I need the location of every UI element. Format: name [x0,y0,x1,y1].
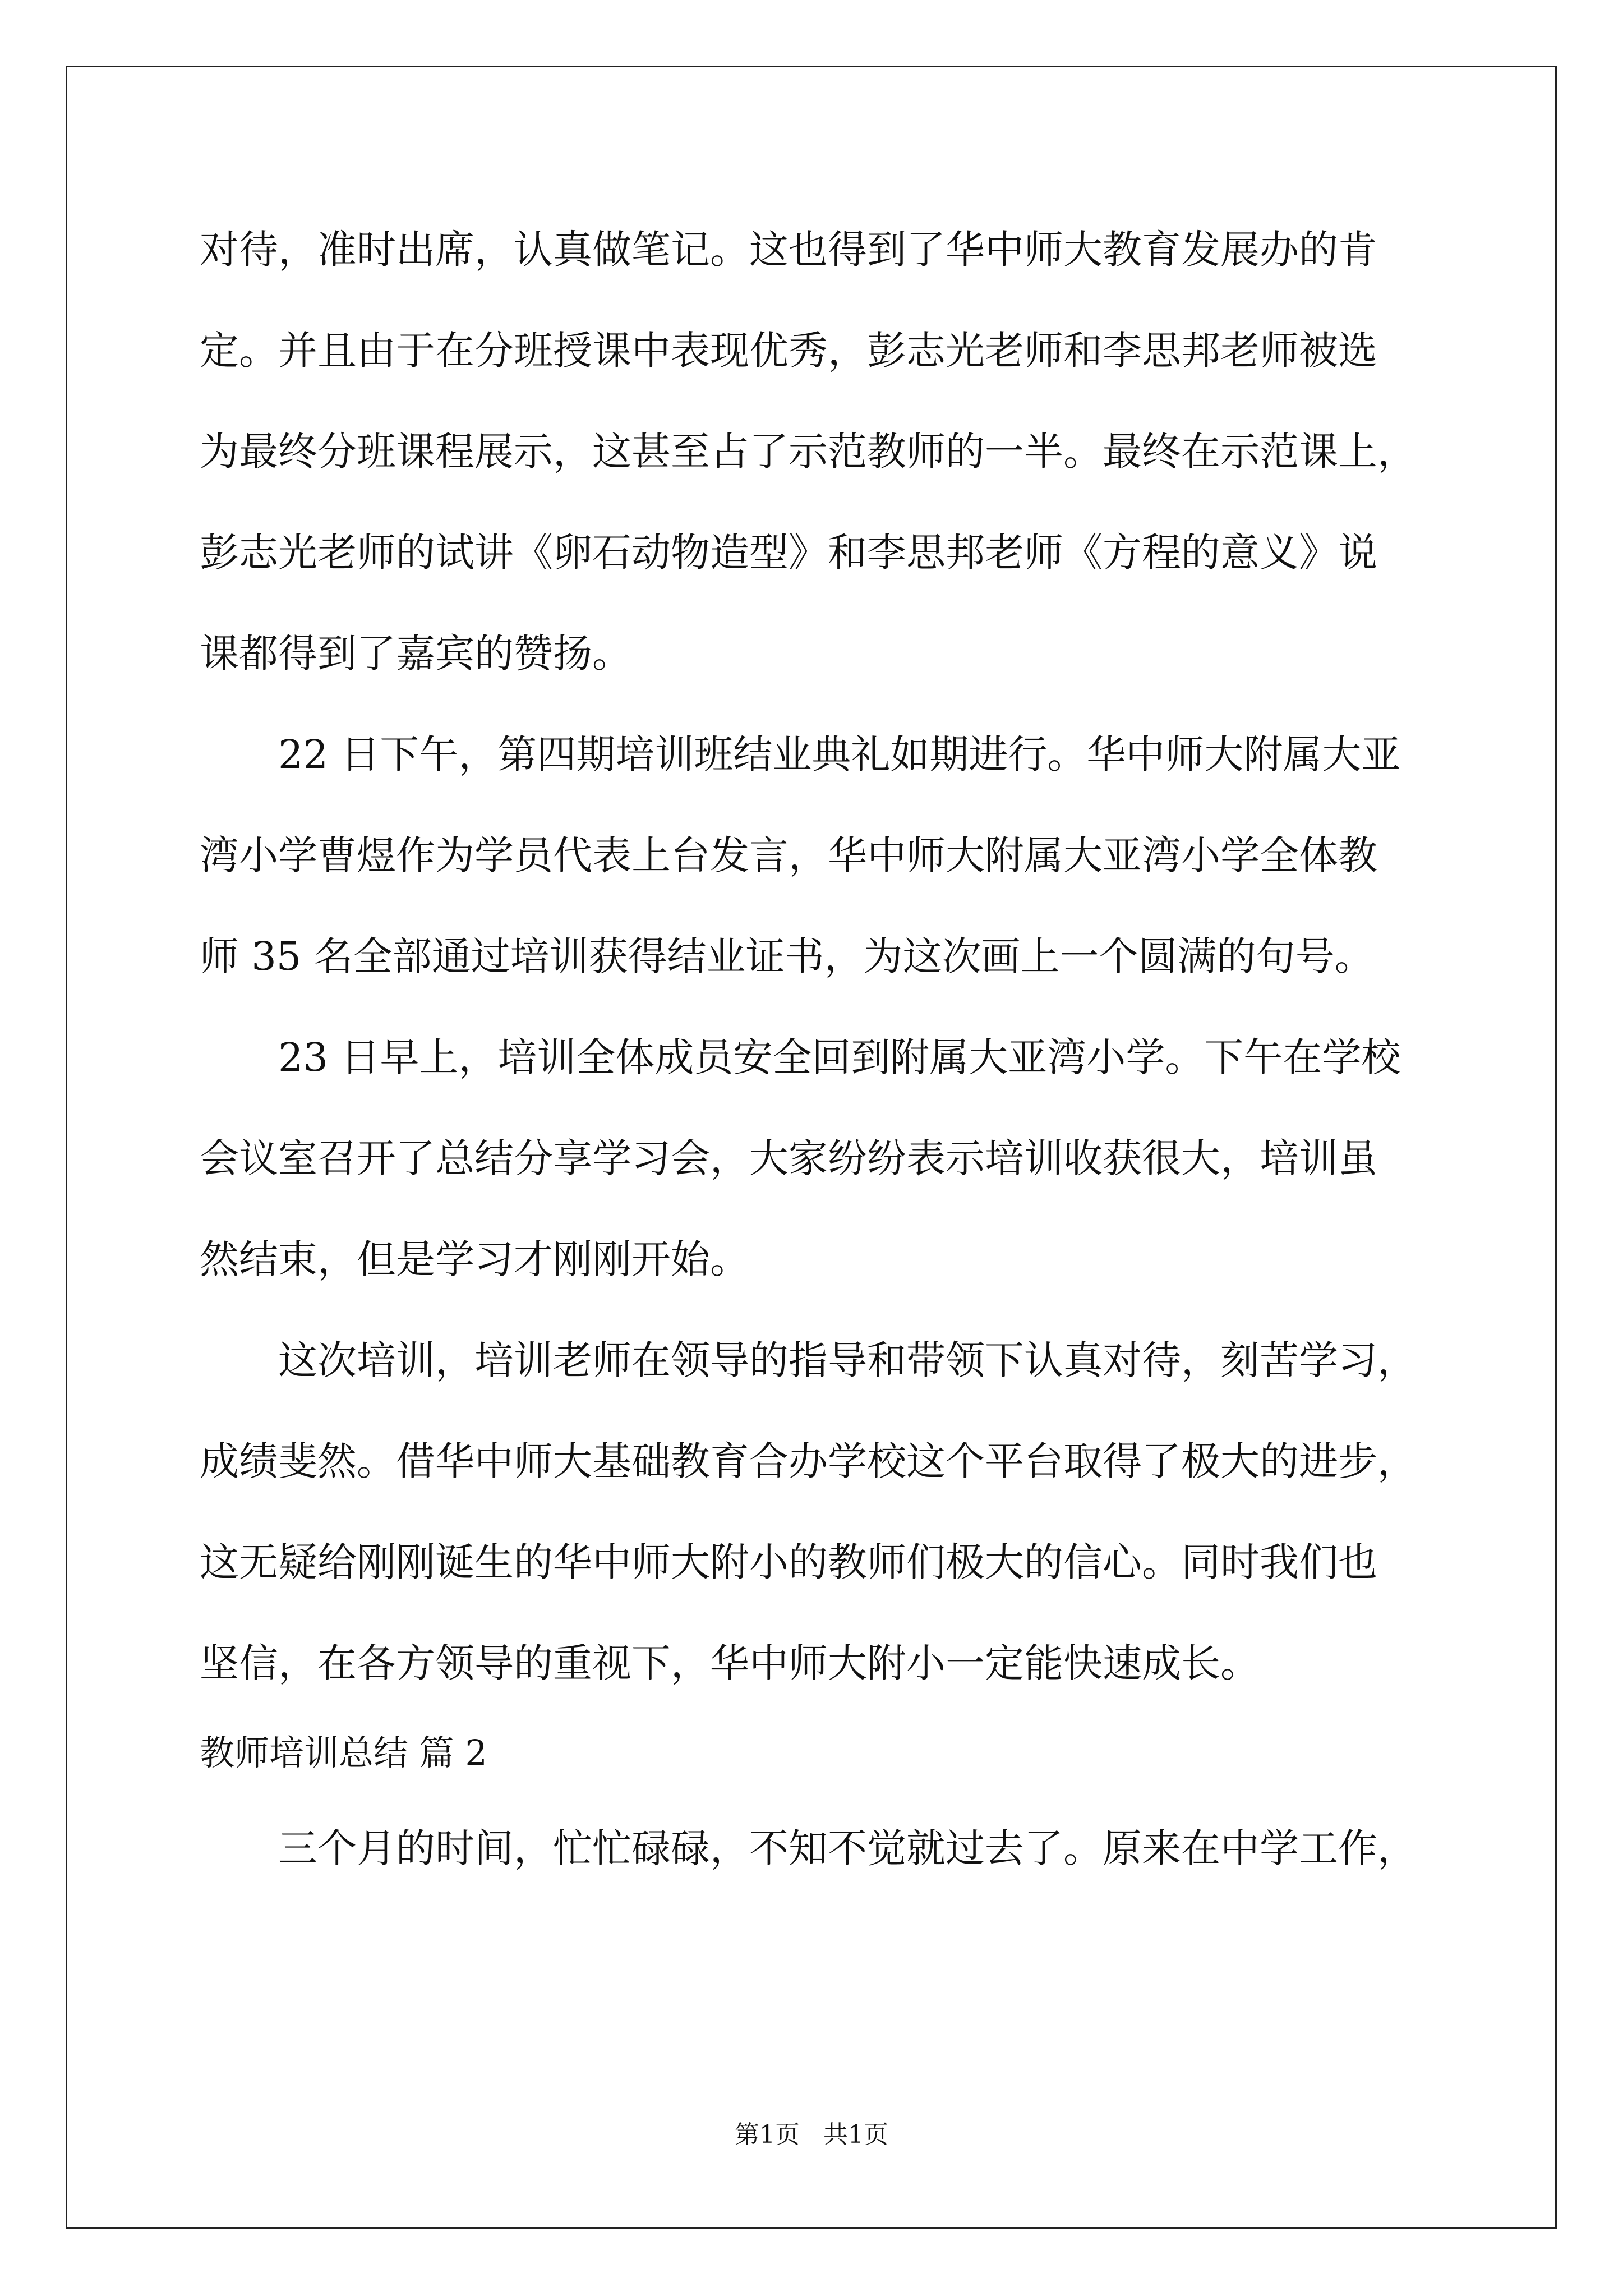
text-line: 这无疑给刚刚诞生的华中师大附小的教师们极大的信心。同时我们也 [200,1539,1377,1585]
text-line: 定。并且由于在分班授课中表现优秀，彭志光老师和李思邦老师被选 [200,328,1377,374]
paragraph-first-line: 22 日下午，第四期培训班结业典礼如期进行。华中师大附属大亚 [278,731,1401,777]
paragraph-first-line: 23 日早上，培训全体成员安全回到附属大亚湾小学。下午在学校 [278,1034,1401,1080]
text-line: 对待，准时出席，认真做笔记。这也得到了华中师大教育发展办的肯 [200,227,1377,273]
paragraph-first-line: 三个月的时间，忙忙碌碌，不知不觉就过去了。原来在中学工作， [278,1825,1417,1871]
text-line: 师 35 名全部通过培训获得结业证书，为这次画上一个圆满的句号。 [200,933,1374,979]
text-line: 成绩斐然。借华中师大基础教育合办学校这个平台取得了极大的进步， [200,1438,1417,1484]
section-heading: 教师培训总结 篇 2 [200,1732,487,1773]
text-line: 坚信，在各方领导的重视下，华中师大附小一定能快速成长。 [200,1640,1260,1686]
paragraph-first-line: 这次培训，培训老师在领导的指导和带领下认真对待，刻苦学习， [278,1337,1417,1383]
text-line: 课都得到了嘉宾的赞扬。 [200,631,631,677]
text-line: 会议室召开了总结分享学习会，大家纷纷表示培训收获很大，培训虽 [200,1135,1377,1181]
text-line: 为最终分班课程展示，这甚至占了示范教师的一半。最终在示范课上， [200,429,1417,475]
page-footer: 第1页 共1页 [735,2120,888,2149]
text-line: 然结束，但是学习才刚刚开始。 [200,1236,749,1282]
text-line: 彭志光老师的试讲《卵石动物造型》和李思邦老师《方程的意义》说 [200,530,1377,576]
text-line: 湾小学曹煜作为学员代表上台发言，华中师大附属大亚湾小学全体教 [200,832,1377,878]
